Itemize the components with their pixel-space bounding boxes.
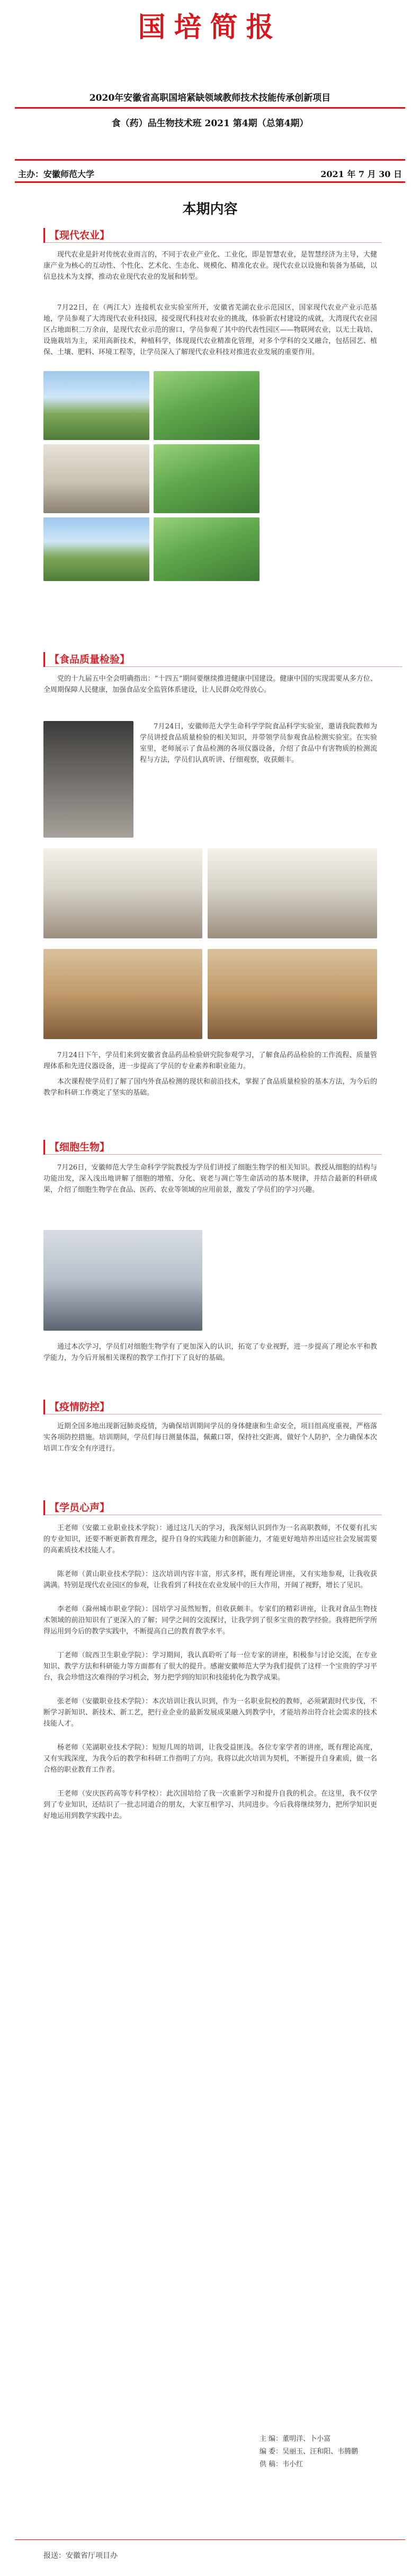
section-heading-agri: 【现代农业】 [43, 228, 117, 243]
header-rule-top [15, 159, 405, 161]
microbe-paragraph-2: 通过本次学习，学员们对细胞生物学有了更加深入的认识，拓宽了专业视野，进一步提高了理论水平和教学能力，为今后开展相关课程的教学工作打下了良好的基础。 [43, 1343, 377, 1362]
thoughts-paragraph-6: 杨老师（芜湖职业技术学院）：短短几周的培训，让我受益匪浅。各位专家学者的讲座，既有理论高度，又有实践深度，为我今后的教学和科研工作指明了方向。我将以此次培训为契机，不断提升自身素质，做一名合格的职业教育工作者。 [43, 1744, 377, 1774]
food-paragraph-3: 7月24日下午，学员们来到安徽省食品药品检验研究院参观学习，了解食品药品检验的工作流程、质量管理体系和先进仪器设备，进一步提高了学员的专业素养和职业能力。 [43, 1051, 377, 1070]
agri-photo-2 [154, 371, 260, 440]
microbe-body [43, 1341, 377, 1364]
food-paragraph-2: 7月24日，安徽师范大学生命科学学院食品科学实验室，邀请我院教师为学员讲授食品质量检验的相关知识，并带领学员参观食品检测实验室。在实验室里，老师展示了食品检测的各项仪器设备，介绍了食品中有害物质的检测流程与方法，学员们认真听讲、仔细观察，收获颇丰。 [140, 723, 377, 764]
signature-contributor: 供 稿：韦小红 [260, 2460, 303, 2468]
agri-intro [43, 249, 377, 283]
footer-recipient: 报送：安徽省厅项目办 [43, 2552, 118, 2560]
agri-photo-5 [43, 517, 149, 581]
footer-rule [15, 2539, 405, 2540]
section-heading-food: 【食品质量检验】 [43, 652, 137, 667]
epidemic-paragraph-1: 近期全国多地出现新冠肺炎疫情，为确保培训期间学员的身体健康和生命安全，项目组高度重视，严格落实各项防控措施。培训期间，学员们每日测量体温，佩戴口罩，保持社交距离，做好个人防护，全力确保本次培训工作安全有序进行。 [43, 1422, 377, 1453]
signature-board: 编 委：吴丽玉、汪和阳、韦腾鹏 [260, 2448, 359, 2456]
thoughts-paragraph-3: 李老师（滁州城市职业学院）：国培学习虽然短暂，但收获颇丰。专家们的精彩讲座，让我对食品生物技术领域的前沿知识有了更深入的了解；同学之间的交流探讨，让我学到了很多宝贵的教学经验。我将把所学所得运用到今后的教学实践中，不断提高自己的教育教学水平。 [43, 1605, 377, 1636]
thoughts-paragraph-1: 王老师（安徽工业职业技术学院）：通过这几天的学习，我深刻认识到作为一名高职教师，不仅要有扎实的专业知识，还要不断更新教育理念，提升自身的实践能力和创新能力，才能更好地培养出适应社会发展需要的高素质技术技能人才。 [43, 1524, 377, 1554]
food-body [43, 1050, 377, 1098]
thoughts-paragraph-2: 陈老师（黄山职业技术学院）：这次培训内容丰富，形式多样，既有理论讲座，又有实地参观，让我收获满满。特别是现代农业园区的参观，让我看到了科技在农业发展中的巨大作用，开阔了视野，增长了见识。 [43, 1570, 377, 1589]
thoughts-paragraph-4: 丁老师（皖西卫生职业学院）：学习期间，我认真聆听了每一位专家的讲座，积极参与讨论交流，在专业知识、教学方法和科研能力等方面都有了很大的提升。感谢安徽师范大学为我们提供了这样一个宝贵的学习平台，我会珍惜这次难得的学习机会，努力把学到的知识和技能转化为教学成果。 [43, 1651, 377, 1682]
agri-photo-3 [43, 444, 149, 513]
agri-paragraph-1: 现代农业是針对传统农业而言的，不同于农业产业化、工业化，即是智慧农业，是智慧经济为主导，大健康产业为核心的互动性、个性化、艺术化、生态化、规模化、精准化农业。现代农业以设施和装备为基础，以信息技术为支撑，推动农业现代农业的发展和转型。 [43, 251, 377, 281]
issue-date: 2021 年 7 月 30 日 [320, 169, 402, 179]
masthead-project: 2020年安徽省高职国培紧缺领域教师技术技能传承创新项目 [89, 93, 331, 103]
microbe-paragraph-1: 7月26日，安徽师范大学生命科学学院教授为学员们讲授了细胞生物学的相关知识。教授从细胞的结构与功能出发，深入浅出地讲解了细胞的增殖、分化、衰老与凋亡等生命活动的基本规律，并结合最新的科研成果，介绍了细胞生物学在食品、医药、农业等领域的应用前景，激发了学员们的学习兴趣。 [43, 1164, 377, 1194]
section-heading-thoughts: 【学员心声】 [43, 1500, 117, 1515]
food-paragraph-1: 党的十九届五中全会明确指出：“十四五”期间要继续推进健康中国建设。健康中国的实现需要从多方位、全周期保障人民健康，加强食品安全监管体系建设，让人民群众吃得放心。 [43, 675, 377, 694]
masthead-title: 国培简报 [138, 11, 282, 43]
food-photo-lecture [43, 721, 133, 838]
microbe-photo-class [43, 1230, 202, 1331]
contents-title: 本期内容 [182, 201, 238, 217]
epidemic-body [43, 1421, 377, 1454]
food-paragraph-4: 本次课程使学员们了解了国内外食品检测的现状和前沿技术，掌握了食品质量检验的基本方法，为今后的教学和科研工作奠定了坚实的基础。 [43, 1078, 377, 1097]
food-photo-lab-2 [208, 848, 377, 938]
thoughts-paragraph-5: 张老师（安徽职业技术学院）：本次培训让我认识到，作为一名职业院校的教师，必须紧跟时代步伐，不断学习新知识、新技术、新工艺，把行业企业的最新发展成果融入到教学中，才能培养出符合社会需求的技术技能人才。 [43, 1698, 377, 1728]
food-intro [43, 673, 377, 696]
thoughts-body [43, 1523, 377, 1834]
agri-photo-1 [43, 371, 149, 440]
agri-body [43, 302, 377, 358]
agri-photo-4 [154, 444, 260, 513]
agri-photo-6 [154, 517, 260, 581]
masthead-issue: 食（药）品生物技术班 2021 第4期（总第4期） [111, 118, 309, 129]
header-rule-bottom [15, 181, 405, 183]
food-photo-samples-1 [43, 949, 202, 1039]
food-photo-lab-1 [43, 848, 202, 938]
signature-editor: 主 编：董明洋、卜小富 [260, 2435, 331, 2443]
section-heading-microbe: 【细胞生物】 [43, 1140, 117, 1155]
agri-paragraph-2: 7月22日，在（两江大）连接机农业实验室所开，安徽省芜湖农业示范园区，国家现代农业产业示范基地，学员参观了大湾现代农业科技园，接受现代科技对农业的挑战，体验新农村建设的成就，大湾现代农业园区占地面积二万余亩，是现代农业示范的窗口，学员参观了其中的代表性园区——物联网农业，以无土栽培、设施栽培为主，采用高新技术，种植科学，体现现代农业精准化管理，对多个学科的交叉融合，包括园艺、植保、土壤、肥料、环境工程等，让学员深入了解现代农业科技对推进农业发展的重要作用。 [43, 304, 377, 356]
section-heading-epidemic: 【疫情防控】 [43, 1400, 117, 1414]
food-photo-samples-2 [208, 949, 377, 1039]
masthead-rule [15, 107, 405, 109]
thoughts-paragraph-7: 王老师（安庆医药高等专科学校）：此次国培给了我一次重新学习和提升自我的机会。在这里，我不仅学到了专业知识，还结识了一批志同道合的朋友，大家互相学习、共同进步。今后我将继续努力，把所学知识更好地运用到教学实践中去。 [43, 1790, 377, 1820]
host-org: 主办：安徽师范大学 [18, 169, 95, 179]
